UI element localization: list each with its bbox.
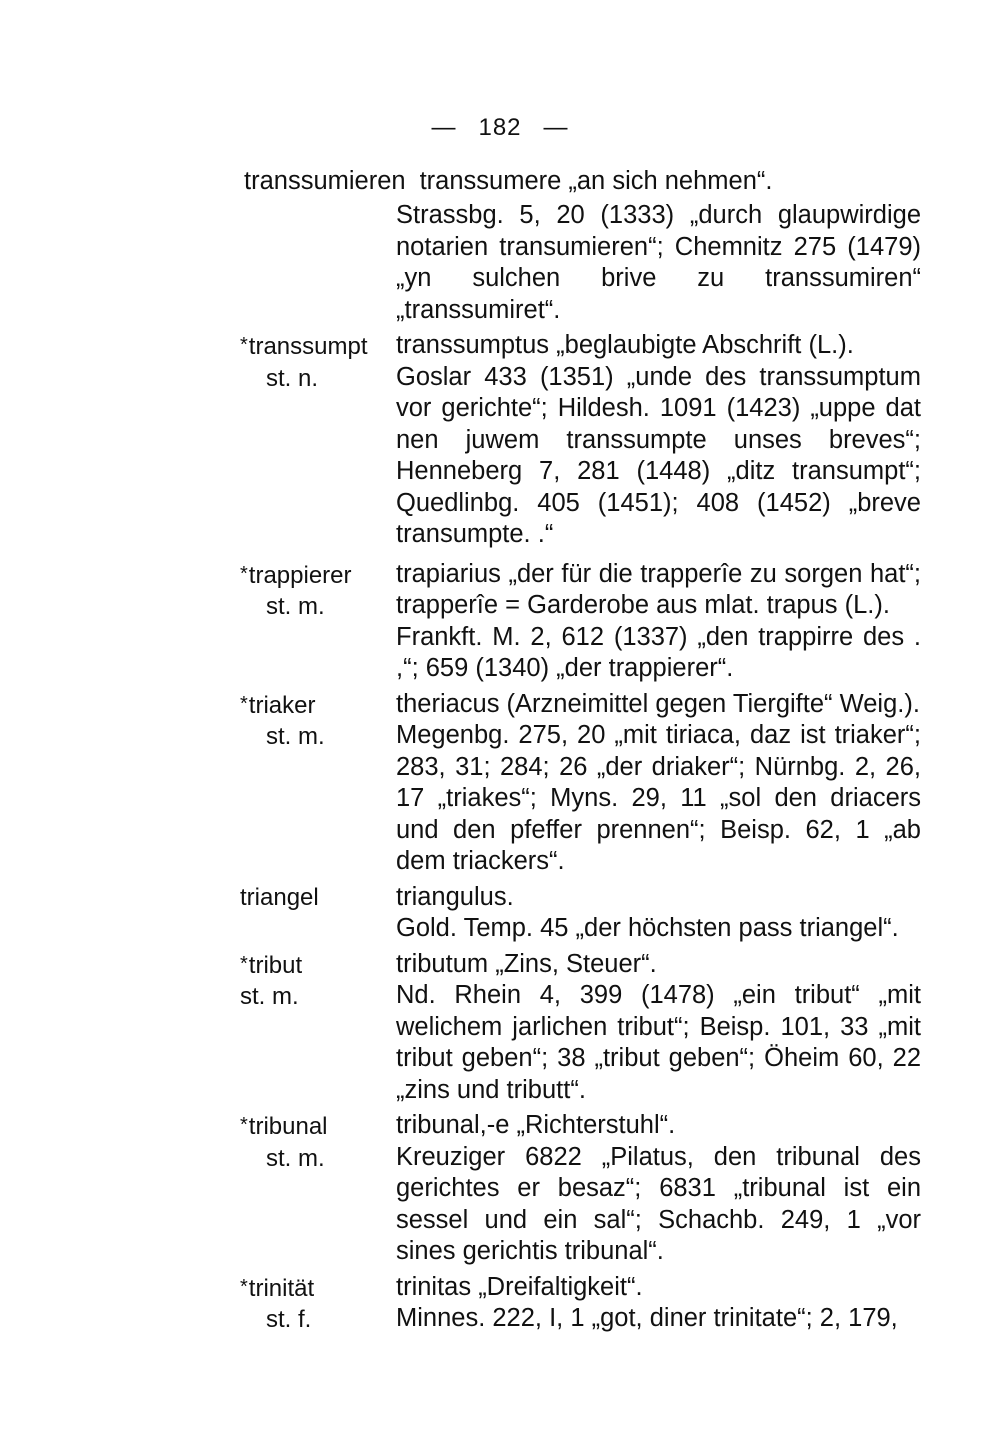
entry-lemma: tribut [248, 951, 303, 979]
entry-head [240, 882, 390, 914]
entry-definition: tributum „Zins, Steuer“. [396, 949, 657, 978]
entry-grammar: st. f. [266, 1306, 312, 1333]
entry-transsumpt [0, 330, 1000, 551]
entry-body [396, 1272, 921, 1335]
entry-citation: Minnes. 222, I, 1 „got, diner trinitate“; 2, 179, [396, 1304, 898, 1332]
entry-definition: trapiarius „der für die trapperîe zu sorgen hat“; trapperîe = Garderobe aus mlat. trapus (L.). [396, 559, 921, 619]
entry-head [240, 1110, 390, 1174]
entry-body [396, 689, 921, 878]
entry-list [0, 200, 1000, 1335]
page-number-dash-right: — [543, 114, 569, 141]
entry-head [240, 949, 390, 1013]
entry-definition: triangulus. [396, 882, 514, 911]
entry-definition: trinitas „Dreifaltigkeit“. [396, 1272, 643, 1301]
entry-trinitaet [0, 1272, 1000, 1335]
entry-star-marker: * [240, 334, 248, 356]
entry-head [240, 689, 390, 753]
entry-star-marker: * [240, 1275, 248, 1298]
entry-citation: Frankft. M. 2, 612 (1337) „den trappirre des . ,“; 659 (1340) „der trappierer“. [396, 622, 921, 682]
entry-citation: Kreuziger 6822 „Pilatus, den tribunal des gerichtes er besaz“; 6831 „tribunal ist ein sessel und ein sal“; Schachb. 249, 1 „vor sines gerichtis tribunal“. [396, 1142, 921, 1265]
entry-citation: Gold. Temp. 45 „der höchsten pass triangel“. [396, 914, 899, 942]
entry-star-marker: * [240, 692, 248, 715]
entry-definition: theriacus (Arzneimittel gegen Tiergifte“ Weig.). [396, 689, 920, 718]
entry-grammar: st. m. [240, 983, 299, 1010]
entry-triangel [0, 882, 1000, 945]
entry-grammar: st. m. [266, 1144, 325, 1172]
page-number [0, 114, 1000, 142]
entry-lemma: transsumpt [248, 333, 368, 360]
entry-lemma: trinität [248, 1274, 315, 1302]
entry-citation: Strassbg. 5, 20 (1333) „durch glaupwirdige notarien transumieren“; Chemnitz 275 (1479) „yn sulchen brive zu transsumiren“ „transsumiret“. [396, 201, 921, 324]
entry-head [240, 330, 390, 394]
entry-body [396, 882, 921, 945]
entry-lemma: tribunal [248, 1113, 328, 1140]
entry-body [396, 330, 921, 551]
entry-head [240, 559, 390, 623]
entry-citations [396, 200, 921, 326]
entry-citation: Goslar 433 (1351) „unde des transsumptum vor gerichte“; Hildesh. 1091 (1423) „uppe dat nen juwem transsumpte unses breves“; Henneberg 7, 281 (1448) „ditz transumpt“; Quedlinbg. 405 (1451); 408 (1452) „breve transumpte. .“ [396, 362, 921, 548]
entry-lemma: triangel [240, 883, 319, 911]
entry-body [396, 949, 921, 1107]
entry-lemma: transsumieren [244, 167, 406, 195]
entry-triaker [0, 689, 1000, 878]
entry-definition: transsumere „an sich nehmen“. [419, 167, 773, 195]
entry-grammar: st. m. [266, 723, 325, 750]
entry-trappierer [0, 559, 1000, 685]
page-number-dash-left: — [431, 114, 457, 141]
entry-lemma: trappierer [248, 561, 352, 589]
entry-body [396, 559, 921, 685]
entry-head [240, 1272, 390, 1336]
entry-lemma: triaker [248, 691, 316, 719]
page-number-value: 182 [478, 114, 522, 141]
entry-star-marker: * [240, 952, 248, 975]
entry-citation: Nd. Rhein 4, 399 (1478) „ein tribut“ „mit welichem jarlichen tribut“; Beisp. 101, 33 „mit tribut geben“; 38 „tribut geben“; Öheim 60, 22 „zins und tributt“. [396, 981, 921, 1104]
entry-citation: Megenbg. 275, 20 „mit tiriaca, daz ist triaker“; 283, 31; 284; 26 „der driaker“; Nürnbg. 2, 26, 17 „triakes“; Myns. 29, 11 „sol den driacers und den pfeffer prennen“; Beisp. 62, 1 „ab dem triackers“. [396, 721, 921, 875]
entry-star-marker: * [240, 1114, 248, 1136]
entry-transsumieren-headline [244, 164, 772, 198]
entry-definition: transsumptus „beglaubigte Abschrift (L.). [396, 331, 854, 359]
entry-star-marker: * [240, 562, 248, 585]
entry-grammar: st. m. [266, 593, 325, 620]
entry-grammar: st. n. [266, 364, 319, 392]
entry-tribunal [0, 1110, 1000, 1268]
entry-tribut [0, 949, 1000, 1107]
entry-transsumieren [0, 200, 1000, 326]
entry-body [396, 1110, 921, 1268]
entry-definition: tribunal,-e „Richterstuhl“. [396, 1111, 676, 1139]
